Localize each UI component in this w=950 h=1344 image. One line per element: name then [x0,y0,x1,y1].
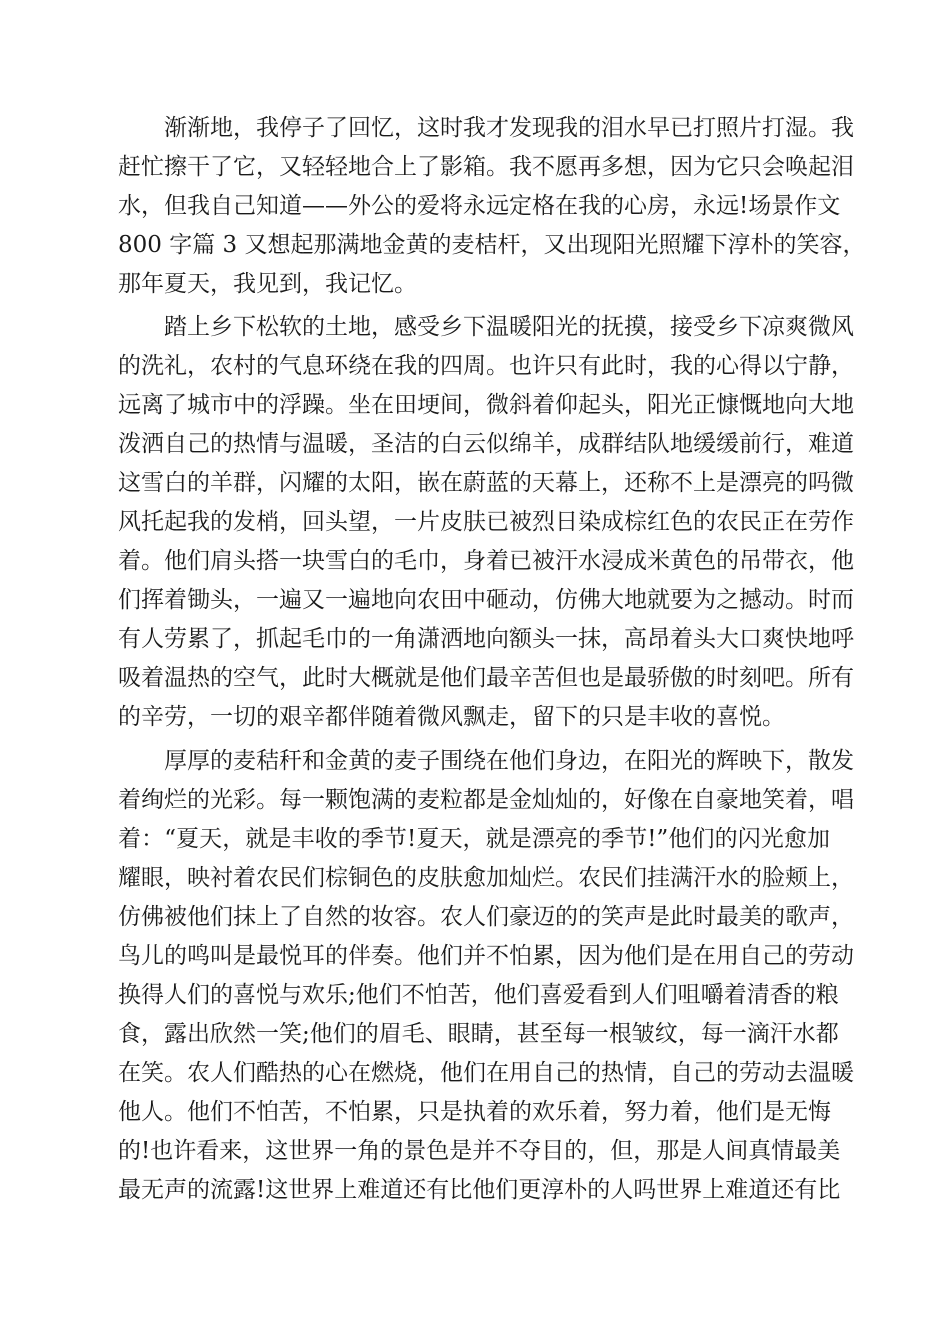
paragraph-line: 们挥着锄头，一遍又一遍地向农田中砸动，仿佛大地就要为之撼动。时而 [118,587,854,613]
paragraph-line: 厚厚的麦秸秆和金黄的麦子围绕在他们身边，在阳光的辉映下，散发 [164,748,854,774]
paragraph-line: 渐渐地，我停子了回忆，这时我才发现我的泪水早已打照片打湿。我 [164,115,854,141]
paragraph-line: 耀眼，映衬着农民们棕铜色的皮肤愈加灿烂。农民们挂满汗水的脸颊上， [118,865,854,891]
paragraph-line: 水，但我自己知道——外公的爱将永远定格在我的心房，永远!场景作文 [118,193,841,219]
paragraph-line: 吸着温热的空气，此时大概就是他们最辛苦但也是最骄傲的时刻吧。所有 [118,665,854,691]
paragraph-line: 着绚烂的光彩。每一颗饱满的麦粒都是金灿灿的，好像在自豪地笑着，唱 [118,787,854,813]
paragraph-2 [118,308,854,737]
paragraph-line: 这雪白的羊群，闪耀的太阳，嵌在蔚蓝的天幕上，还称不上是漂亮的吗微 [118,470,854,496]
paragraph-line: 那年夏天，我见到，我记忆。 [118,271,417,297]
paragraph-line: 他人。他们不怕苦，不怕累，只是执着的欢乐着，努力着，他们是无悔 [118,1099,831,1125]
paragraph-line: 的!也许看来，这世界一角的景色是并不夺目的，但，那是人间真情最美 [118,1138,841,1164]
paragraph-line: 的辛劳，一切的艰辛都伴随着微风飘走，留下的只是丰收的喜悦。 [118,704,785,730]
paragraph-line: 泼洒自己的热情与温暖，圣洁的白云似绵羊，成群结队地缓缓前行，难道 [118,431,854,457]
paragraph-line: 踏上乡下松软的土地，感受乡下温暖阳光的抚摸，接受乡下凉爽微风 [164,314,854,340]
paragraph-line: 风托起我的发梢，回头望，一片皮肤已被烈日染成棕红色的农民正在劳作 [118,509,854,535]
paragraph-line: 仿佛被他们抹上了自然的妆容。农人们豪迈的的笑声是此时最美的歌声， [118,904,854,930]
paragraph-line: 800 字篇 3 又想起那满地金黄的麦桔杆，又出现阳光照耀下淳朴的笑容， [118,232,866,258]
paragraph-line: 的洗礼，农村的气息环绕在我的四周。也许只有此时，我的心得以宁静， [118,353,854,379]
paragraph-line: 食，露出欣然一笑;他们的眉毛、眼睛，甚至每一根皱纹，每一滴汗水都 [118,1021,839,1047]
paragraph-line: 赶忙擦干了它，又轻轻地合上了影箱。我不愿再多想，因为它只会唤起泪 [118,154,854,180]
paragraph-1 [118,109,866,304]
paragraph-line: 鸟儿的鸣叫是最悦耳的伴奏。他们并不怕累，因为他们是在用自己的劳动 [118,943,854,969]
paragraph-line: 远离了城市中的浮躁。坐在田埂间，微斜着仰起头，阳光正慷慨地向大地 [118,392,854,418]
paragraph-line: 着。他们肩头搭一块雪白的毛巾，身着已被汗水浸成米黄色的吊带衣，他 [118,548,854,574]
paragraph-line: 在笑。农人们酷热的心在燃烧，他们在用自己的热情，自己的劳动去温暖 [118,1060,854,1086]
paragraph-line: 换得人们的喜悦与欢乐;他们不怕苦，他们喜爱看到人们咀嚼着清香的粮 [118,982,839,1008]
paragraph-line: 有人劳累了，抓起毛巾的一角潇洒地向额头一抹，高昂着头大口爽快地呼 [118,626,854,652]
paragraph-line: 着：“夏天，就是丰收的季节!夏天，就是漂亮的季节!”他们的闪光愈加 [118,826,830,852]
paragraph-line: 最无声的流露!这世界上难道还有比他们更淳朴的人吗世界上难道还有比 [118,1177,841,1203]
paragraph-3 [118,742,854,1210]
